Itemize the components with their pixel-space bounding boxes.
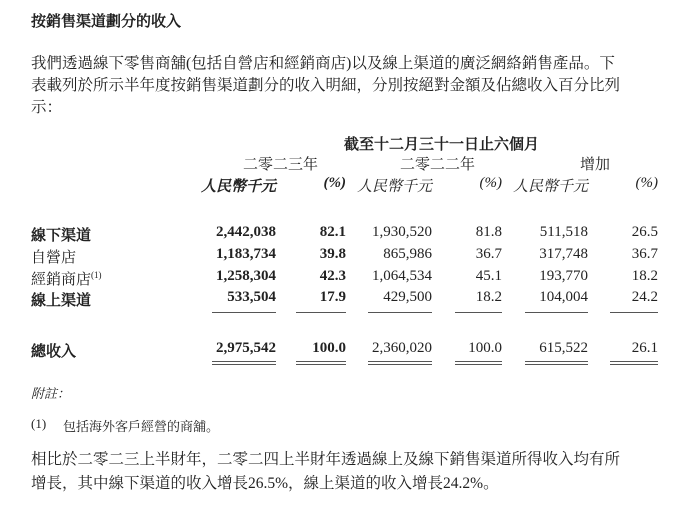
table-cell: 36.7 [631, 246, 658, 262]
footnote-text: 包括海外客戶經營的商舖。 [63, 419, 220, 434]
unit-header: 人民幣千元 [200, 179, 276, 195]
total-double-rule [368, 361, 432, 365]
subtotal-rule [610, 312, 658, 313]
table-cell: 104,004 [539, 289, 588, 305]
table-cell: 18.2 [631, 268, 658, 284]
total-double-rule [212, 361, 276, 365]
increase-header: 增加 [580, 157, 611, 173]
summary-line: 相比於二零二三上半財年，二零二四上半財年透過線上及線下銷售渠道所得收入均有所 [31, 451, 621, 468]
row-label [31, 268, 102, 289]
table-cell: 1,258,304 [216, 268, 276, 284]
total-cell: 2,360,020 [372, 340, 432, 356]
intro-line: 我們透過線下零售商舖(包括自營店和經銷商店)以及線上渠道的廣泛網絡銷售產品。下 [31, 55, 615, 72]
notes-heading: 附註： [31, 386, 71, 401]
intro-line: 表載列於所示半年度按銷售渠道劃分的收入明細，分別按絕對金額及佔總收入百分比列 [31, 77, 621, 94]
row-label [31, 246, 76, 267]
summary-line: 增長，其中線下渠道的收入增長26.5%，線上渠道的收入增長24.2%。 [31, 475, 499, 492]
subtotal-rule [368, 312, 432, 313]
total-cell: 615,522 [539, 340, 588, 356]
total-double-rule [296, 361, 346, 365]
table-cell: 533,504 [227, 289, 276, 305]
footnote-marker: (1) [31, 416, 47, 431]
table-cell: 82.1 [319, 224, 346, 240]
table-cell: 1,930,520 [372, 224, 432, 240]
row-label-text: 自營店 [31, 250, 77, 266]
table-cell: 36.7 [475, 246, 502, 262]
total-cell: 100.0 [312, 340, 346, 356]
total-cell: 26.1 [631, 340, 658, 356]
period-header: 截至十二月三十一日止六個月 [344, 137, 540, 153]
table-cell: 429,500 [383, 289, 432, 305]
total-cell: 100.0 [468, 340, 502, 356]
row-label [31, 224, 91, 245]
table-cell: 511,518 [539, 224, 588, 240]
total-label: 總收入 [31, 344, 77, 360]
subtotal-rule [212, 312, 276, 313]
table-cell: 1,183,734 [216, 246, 276, 262]
table-cell: 81.8 [475, 224, 502, 240]
table-cell: 39.8 [319, 246, 346, 262]
subtotal-rule [296, 312, 346, 313]
row-label-text: 經銷商店 [31, 272, 92, 288]
subtotal-rule [455, 312, 502, 313]
unit-header: (%) [479, 175, 502, 191]
table-cell: 1,064,534 [372, 268, 432, 284]
subtotal-rule [525, 312, 588, 313]
table-cell: 26.5 [631, 224, 658, 240]
table-cell: 193,770 [539, 268, 588, 284]
total-double-rule [525, 361, 588, 365]
unit-header: (%) [635, 175, 658, 191]
total-double-rule [455, 361, 502, 365]
unit-header: (%) [323, 175, 346, 191]
unit-header: 人民幣千元 [512, 179, 588, 195]
section-heading: 按銷售渠道劃分的收入 [31, 14, 182, 30]
row-label [31, 289, 91, 310]
row-label-text: 線上渠道 [31, 293, 92, 309]
table-cell: 18.2 [475, 289, 502, 305]
row-label-text: 線下渠道 [31, 228, 92, 244]
footnote-ref: (1) [91, 270, 102, 280]
table-cell: 17.9 [319, 289, 346, 305]
table-cell: 42.3 [319, 268, 346, 284]
year-header-2023: 二零二三年 [243, 157, 319, 173]
table-cell: 2,442,038 [216, 224, 276, 240]
table-cell: 24.2 [631, 289, 658, 305]
table-cell: 45.1 [475, 268, 502, 284]
total-cell: 2,975,542 [216, 340, 276, 356]
total-double-rule [610, 361, 658, 365]
year-header-2022: 二零二二年 [400, 157, 476, 173]
table-cell: 317,748 [539, 246, 588, 262]
unit-header: 人民幣千元 [356, 179, 432, 195]
intro-line: 示： [31, 99, 63, 116]
table-cell: 865,986 [383, 246, 432, 262]
